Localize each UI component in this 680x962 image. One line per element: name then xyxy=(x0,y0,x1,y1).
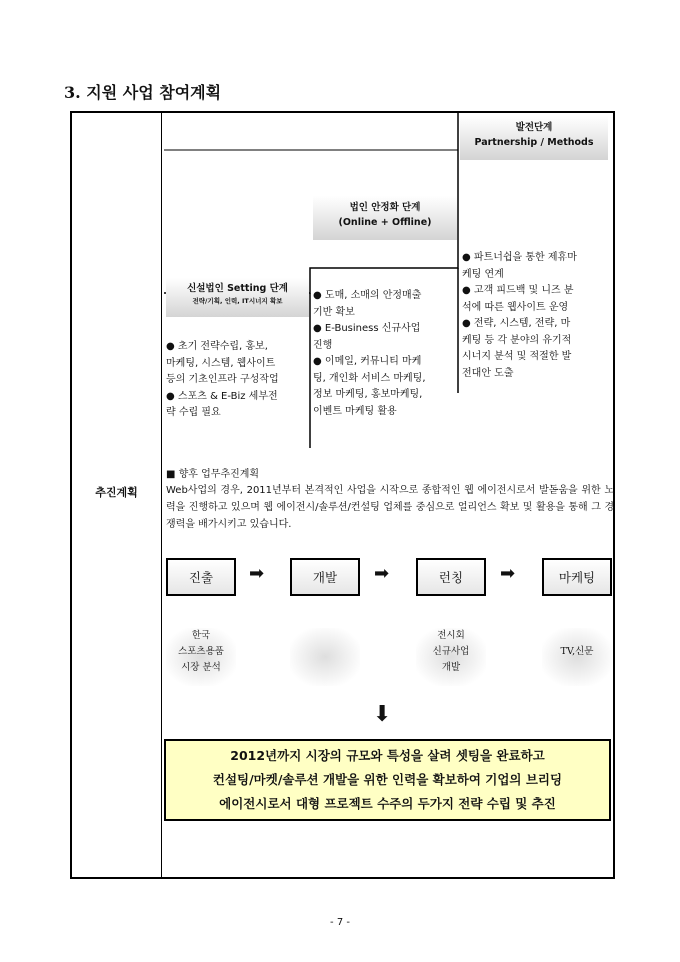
stage-1-title: 신설법인 Setting 단계 xyxy=(187,283,288,294)
down-arrow-icon: ⬇ xyxy=(373,702,392,727)
right-arrow-icon: ➡ xyxy=(374,563,390,584)
stage-1-header xyxy=(166,278,309,317)
step-box-3: 런칭 xyxy=(416,558,486,596)
step-box-4: 마케팅 xyxy=(542,558,612,596)
stage-3-title: 발전단계 xyxy=(515,122,553,133)
step-note-3: 전시회 신규사업 개발 xyxy=(416,628,486,686)
step-note-1: 한국 스포츠용품 시장 분석 xyxy=(166,628,236,686)
stage-2-subtitle: (Online + Offline) xyxy=(338,217,432,228)
stage-3-header xyxy=(460,116,608,160)
goal-line-1: 2012년까지 시장의 규모와 특성을 살려 셋팅을 완료하고 xyxy=(230,748,545,763)
right-arrow-icon: ➡ xyxy=(249,563,265,584)
page-number: - 7 - xyxy=(330,917,350,928)
stage-3-subtitle: Partnership / Methods xyxy=(474,137,594,148)
goal-line-2: 컨설팅/마켓/솔루션 개발을 위한 인력을 확보하여 기업의 브리딩 xyxy=(212,772,563,787)
row-label: 추진계획 xyxy=(95,486,138,499)
section-title: 3. 지원 사업 참여계획 xyxy=(64,83,222,102)
plan-body: Web사업의 경우, 2011년부터 본격적인 사업을 시작으로 종합적인 웹 에이전시로서 발돋움을 위한 노력을 진행하고 있으며 웹 에이전시/솔루션/컨설팅 업체를 중심으로 얼리언스 확보 및 활용을 통해 그 경쟁력을 배가시키고 있습니다. xyxy=(166,485,614,530)
right-arrow-icon: ➡ xyxy=(500,563,516,584)
stage-2-title: 법인 안정화 단계 xyxy=(349,202,421,213)
plan-heading: ■ 향후 업무추진계획 xyxy=(166,469,260,480)
goal-line-3: 에이전시로서 대형 프로젝트 수주의 두가지 전략 수립 및 추진 xyxy=(219,796,556,811)
goal-box xyxy=(164,739,611,821)
step-box-2: 개발 xyxy=(290,558,360,596)
step-note-4: TV,신문 xyxy=(542,628,612,686)
stage-1-subtitle: 전략/기획, 인력, IT시너지 확보 xyxy=(192,297,283,305)
stage-1-bullets: ● 초기 전략수립, 홍보, 마케팅, 시스템, 웹사이트 등의 기초인프라 구성작업 ● 스포츠 & E-Biz 세부전 략 수립 필요 xyxy=(166,341,279,418)
stage-2-header xyxy=(313,196,457,240)
stage-3-bullets: ● 파트너쉽을 통한 제휴마 케팅 연계 ● 고객 피드백 및 니즈 분 석에 따른 웹사이트 운영 ● 전략, 시스템, 전략, 마 케팅 등 각 분야의 유기적 시너지 분석 및 적절한 발 전대안 도출 xyxy=(462,252,577,379)
stage-2-bullets: ● 도매, 소매의 안정매출 기반 확보 ● E-Business 신규사업 진행 ● 이메일, 커뮤니티 마케 팅, 개인화 서비스 마케팅, 정보 마케팅, 홍보마케팅, 이벤트 마케팅 활용 xyxy=(313,290,426,417)
step-box-1: 진출 xyxy=(166,558,236,596)
step-note-2 xyxy=(290,628,360,686)
